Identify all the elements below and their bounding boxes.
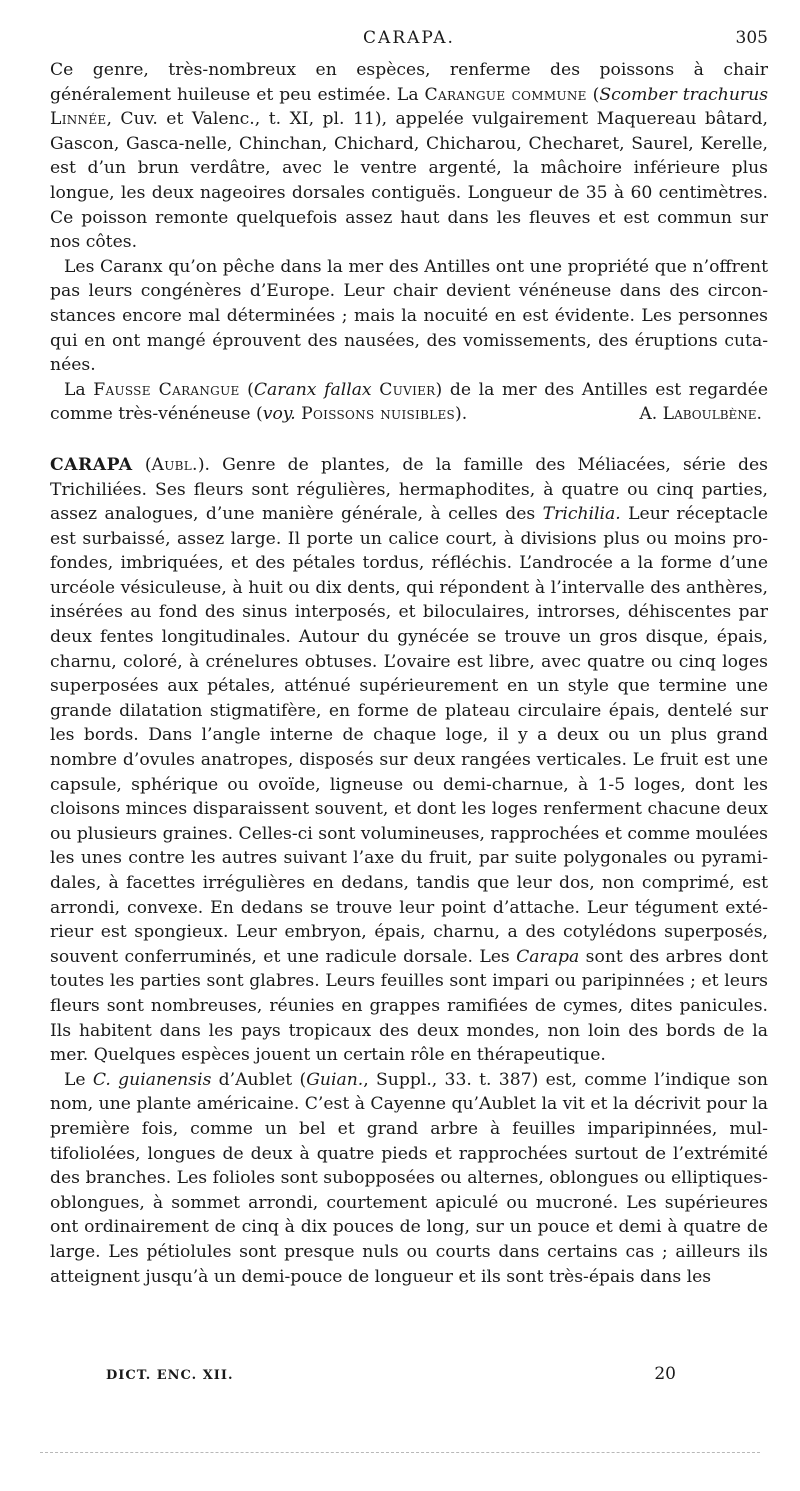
cross-reference: voy.	[262, 404, 296, 425]
species-name: Carangue commune	[424, 84, 587, 105]
carapa-paragraph-2	[50, 1068, 768, 1289]
genus-name: Trichilia.	[542, 504, 621, 525]
cross-reference-target: Poissons nuisibles	[301, 404, 456, 425]
text-run: Le	[64, 1069, 93, 1090]
genus-name: Carapa	[516, 946, 580, 967]
bottom-divider	[40, 1452, 760, 1453]
running-head	[50, 28, 768, 58]
author-name: Cuvier	[379, 379, 436, 400]
text-run: d’Aublet (	[211, 1069, 307, 1090]
page-number: 305	[735, 28, 768, 48]
text-run: Leur réceptacle est surbaissé, assez large. Il porte un calice court, à divisions plus ou moins pro-fondes, imbriquées, et des pétales tordus, réfléchis. L’androcée a la forme d’une urcéole vésiculeuse, à huit ou dix dents, qui répondent à l’intervalle des anthères, insérées au fond des sinus interposés, et biloculaires, introrses, déhiscentes par deux fentes longitudinales. Autour du gynécée se trouve un gros disque, épais, charnu, coloré, à crénelures obtuses. L’ovaire est libre, avec quatre ou cinq loges superposées aux pétales, atténué supérieurement en un style que termine une grande dilatation stigmatifère, en forme de plateau circulaire épais, dentelé sur les bords. Dans l’angle interne de chaque loge, il y a deux ou un plus grand nombre d’ovules anatropes, disposés sur deux rangées verticales. Le fruit est une capsule, sphérique ou ovoïde, ligneuse ou demi-charnue, à 1-5 loges, dont les cloisons minces disparaissent souvent, et dont les loges renferment chacune deux ou plusieurs graines. Celles-ci sont volumineuses, rapprochées et comme moulées les unes contre les autres suivant l’axe du fruit, par suite polygonales ou pyrami-dales, à facettes irrégulières en dedans, tandis que leur dos, non comprimé, est arrondi, convexe. En dedans se trouve leur point d’attache. Leur tégument exté-rieur est spongieux. Leur embryon, épais, charnu, a des cotylédons superposés, souvent conferruminés, et une radicule dorsale. Les	[50, 504, 768, 967]
scientific-name: Caranx fallax	[253, 379, 372, 400]
carangue-paragraph-2: Les Caranx qu’on pêche dans la mer des Antilles ont une propriété que n’offrent pas leurs congénères d’Europe. Leur chair devient vénéneuse dans des circon-stances encore mal déterminées ; mais la nocuité en est évidente. Les personnes qui en ont mangé éprouvent des nausées, des vomissements, des éruptions cuta-nées.	[50, 256, 768, 376]
text-run: (	[586, 84, 600, 105]
carapa-paragraph-1	[50, 453, 768, 1068]
page-footer	[106, 1364, 676, 1388]
text-run: ).	[455, 404, 468, 425]
signature-mark: DICT. ENC. XII.	[106, 1368, 234, 1383]
text-run: ) de la mer des Antilles est regardée comme très-vénéneuse (	[50, 379, 769, 425]
page	[50, 28, 768, 1289]
species-name: C. guianensis	[92, 1069, 212, 1090]
section-gap	[50, 427, 768, 453]
text-run: sont des arbres dont toutes les parties sont glabres. Leurs feuilles sont impari ou paripinnées ; et leurs fleurs sont nombreuses, réunies en grappes ramifiées de cymes, dites panicules. Ils habitent dans les pays tropicaux des deux mondes, non loin des bords de la mer. Quelques espèces jouent un certain rôle en thérapeutique.	[50, 946, 769, 1066]
species-name: Fausse Carangue	[93, 379, 240, 400]
sheet-number: 20	[654, 1364, 676, 1384]
work-title: Guian.	[306, 1069, 364, 1090]
text-run: ). Genre de plantes, de la famille des Méliacées, série des Trichiliées. Ses fleurs sont régulières, hermaphodites, à quatre ou cinq parties, assez analogues, d’une manière générale, à celles des	[50, 454, 768, 525]
text-run: (	[132, 454, 152, 475]
carangue-paragraph-3	[50, 378, 768, 427]
author-name: Linnée	[50, 109, 107, 130]
author-abbreviation: Aubl.	[151, 454, 198, 475]
article-body	[50, 58, 768, 1289]
author-signature: A. Laboulbène.	[639, 404, 762, 425]
entry-headword: CARAPA	[50, 454, 133, 475]
running-head-title: CARAPA.	[363, 28, 455, 48]
text-run: La	[64, 379, 94, 400]
text-run: Ce genre, très-nombreux en espèces, renferme des poissons à chair généralement huileuse et peu estimée. La	[50, 60, 768, 105]
text-run: (	[239, 379, 254, 400]
scientific-name: Scomber trachurus	[599, 84, 769, 105]
carangue-paragraph-1	[50, 58, 768, 255]
text-run: , Cuv. et Valenc., t. XI, pl. 11), appelée vulgairement Maquereau bâtard, Gascon, Gasca-nelle, Chinchan, Chichard, Chicharou, Checharet, Saurel, Kerelle, est d’un brun verdâtre, avec le ventre argenté, la mâchoire inférieure plus longue, les deux nageoires dorsales contiguës. Longueur de 35 à 60 centimètres. Ce poisson remonte quelquefois assez haut dans les fleuves et est commun sur nos côtes.	[50, 109, 768, 253]
text-run: , Suppl., 33. t. 387) est, comme l’indique son nom, une plante américaine. C’est à Cayenne qu’Aublet la vit et la décrivit pour la première fois, comme un bel et grand arbre à feuilles imparipinnées, mul-tifoliolées, longues de deux à quatre pieds et rapprochées surtout de l’extrémité des branches. Les folioles sont subopposées ou alternes, oblongues ou elliptiques-oblongues, à sommet arrondi, courtement apiculé ou mucroné. Les supérieures ont ordinairement de cinq à dix pouces de long, sur un pouce et demi à quatre de large. Les pétiolules sont presque nuls ou courts dans certains cas ; ailleurs ils atteignent jusqu’à un demi-pouce de longueur et ils sont très-épais dans les	[50, 1069, 769, 1287]
